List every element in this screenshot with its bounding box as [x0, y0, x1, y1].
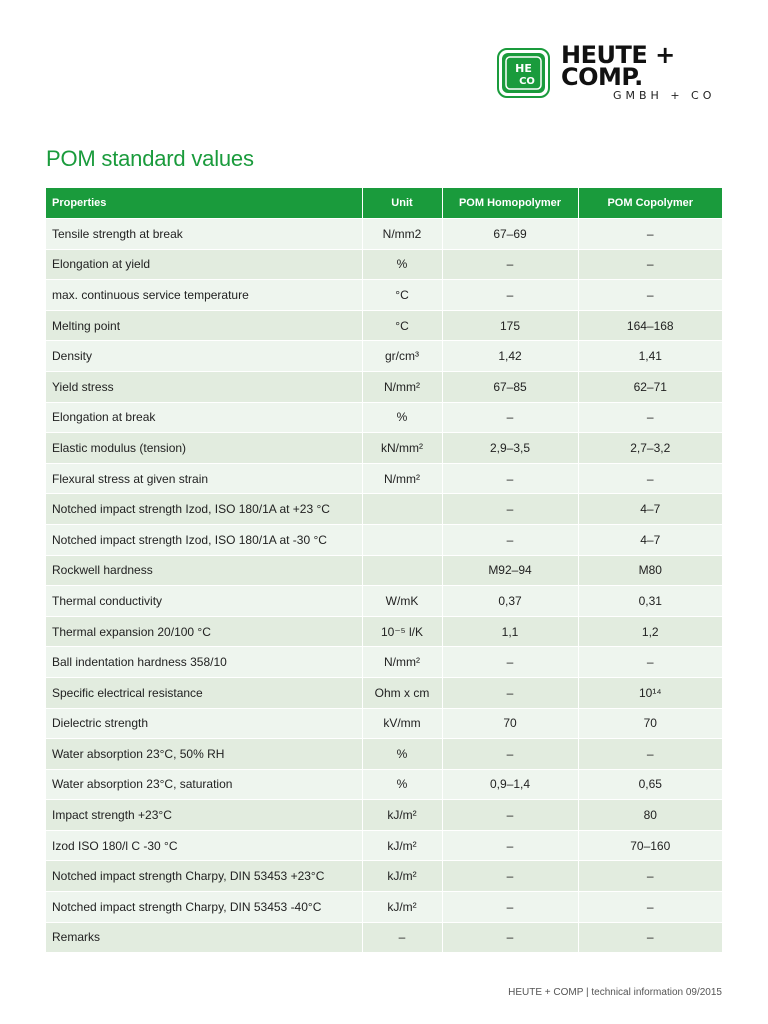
logo-text-top: HE [515, 62, 532, 75]
table-row [46, 249, 722, 280]
copolymer-cell: – [578, 402, 722, 433]
unit-cell: Ohm x cm [362, 677, 442, 708]
property-cell: Ball indentation hardness 358/10 [46, 647, 362, 678]
unit-cell: N/mm2 [362, 219, 442, 250]
unit-cell [362, 494, 442, 525]
unit-cell: °C [362, 310, 442, 341]
copolymer-cell: – [578, 922, 722, 952]
property-cell: Impact strength +23°C [46, 800, 362, 831]
copolymer-cell: M80 [578, 555, 722, 586]
header-copolymer: POM Copolymer [578, 188, 722, 219]
properties-table [46, 188, 722, 952]
copolymer-cell: 80 [578, 800, 722, 831]
homopolymer-cell: 2,9–3,5 [442, 433, 578, 464]
homopolymer-cell: 175 [442, 310, 578, 341]
table-row [46, 555, 722, 586]
table-row [46, 892, 722, 923]
copolymer-cell: – [578, 892, 722, 923]
table-row [46, 830, 722, 861]
table-row [46, 708, 722, 739]
unit-cell: °C [362, 280, 442, 311]
property-cell: Melting point [46, 310, 362, 341]
copolymer-cell: 1,2 [578, 616, 722, 647]
table-row [46, 922, 722, 952]
homopolymer-cell: M92–94 [442, 555, 578, 586]
copolymer-cell: – [578, 463, 722, 494]
company-logo [497, 48, 550, 98]
homopolymer-cell: – [442, 739, 578, 770]
property-cell: Elongation at yield [46, 249, 362, 280]
table-row [46, 769, 722, 800]
property-cell: Rockwell hardness [46, 555, 362, 586]
table-row [46, 494, 722, 525]
copolymer-cell: – [578, 249, 722, 280]
property-cell: Water absorption 23°C, saturation [46, 769, 362, 800]
wordmark-line-3: GMBH + CO [613, 89, 716, 102]
property-cell: Yield stress [46, 371, 362, 402]
copolymer-cell: 62–71 [578, 371, 722, 402]
logo-text-bottom: CO [519, 76, 535, 87]
unit-cell: 10⁻⁵ l/K [362, 616, 442, 647]
property-cell: max. continuous service temperature [46, 280, 362, 311]
unit-cell: kJ/m² [362, 861, 442, 892]
table-row [46, 219, 722, 250]
unit-cell: % [362, 769, 442, 800]
copolymer-cell: 1,41 [578, 341, 722, 372]
homopolymer-cell: 0,37 [442, 586, 578, 617]
homopolymer-cell: – [442, 677, 578, 708]
property-cell: Tensile strength at break [46, 219, 362, 250]
homopolymer-cell: – [442, 922, 578, 952]
copolymer-cell: 4–7 [578, 494, 722, 525]
property-cell: Notched impact strength Charpy, DIN 53453 +23°C [46, 861, 362, 892]
property-cell: Izod ISO 180/l C -30 °C [46, 830, 362, 861]
unit-cell: W/mK [362, 586, 442, 617]
unit-cell: kJ/m² [362, 800, 442, 831]
company-wordmark [561, 41, 731, 102]
unit-cell: kJ/m² [362, 830, 442, 861]
unit-cell [362, 524, 442, 555]
table-row [46, 341, 722, 372]
header-properties: Properties [46, 188, 362, 219]
table-row [46, 861, 722, 892]
property-cell: Notched impact strength Charpy, DIN 53453 -40°C [46, 892, 362, 923]
copolymer-cell: – [578, 280, 722, 311]
homopolymer-cell: – [442, 494, 578, 525]
unit-cell [362, 555, 442, 586]
unit-cell: % [362, 739, 442, 770]
property-cell: Specific electrical resistance [46, 677, 362, 708]
table-header-row [46, 188, 722, 219]
property-cell: Density [46, 341, 362, 372]
table-row [46, 310, 722, 341]
homopolymer-cell: – [442, 861, 578, 892]
unit-cell: kN/mm² [362, 433, 442, 464]
homopolymer-cell: 70 [442, 708, 578, 739]
copolymer-cell: – [578, 739, 722, 770]
homopolymer-cell: – [442, 463, 578, 494]
homopolymer-cell: – [442, 402, 578, 433]
unit-cell: N/mm² [362, 463, 442, 494]
unit-cell: N/mm² [362, 647, 442, 678]
table-row [46, 371, 722, 402]
property-cell: Notched impact strength Izod, ISO 180/1A at +23 °C [46, 494, 362, 525]
unit-cell: % [362, 249, 442, 280]
table-row [46, 402, 722, 433]
copolymer-cell: – [578, 219, 722, 250]
copolymer-cell: 70–160 [578, 830, 722, 861]
table-row [46, 800, 722, 831]
header-homopolymer: POM Homopolymer [442, 188, 578, 219]
homopolymer-cell: 1,1 [442, 616, 578, 647]
unit-cell: N/mm² [362, 371, 442, 402]
copolymer-cell: 10¹⁴ [578, 677, 722, 708]
copolymer-cell: 4–7 [578, 524, 722, 555]
table-row [46, 524, 722, 555]
wordmark-line-2: COMP. [561, 63, 643, 91]
logo-mark-icon [497, 48, 550, 98]
table-row [46, 647, 722, 678]
homopolymer-cell: – [442, 892, 578, 923]
copolymer-cell: 164–168 [578, 310, 722, 341]
table-row [46, 739, 722, 770]
table-row [46, 677, 722, 708]
property-cell: Elastic modulus (tension) [46, 433, 362, 464]
homopolymer-cell: 0,9–1,4 [442, 769, 578, 800]
header-unit: Unit [362, 188, 442, 219]
homopolymer-cell: – [442, 830, 578, 861]
unit-cell: – [362, 922, 442, 952]
property-cell: Elongation at break [46, 402, 362, 433]
table-row [46, 586, 722, 617]
homopolymer-cell: – [442, 524, 578, 555]
table-row [46, 616, 722, 647]
homopolymer-cell: 67–69 [442, 219, 578, 250]
homopolymer-cell: – [442, 280, 578, 311]
unit-cell: kV/mm [362, 708, 442, 739]
property-cell: Thermal expansion 20/100 °C [46, 616, 362, 647]
homopolymer-cell: – [442, 800, 578, 831]
copolymer-cell: 0,31 [578, 586, 722, 617]
unit-cell: gr/cm³ [362, 341, 442, 372]
copolymer-cell: 70 [578, 708, 722, 739]
copolymer-cell: – [578, 861, 722, 892]
wordmark-line-1: HEUTE + [561, 41, 675, 69]
copolymer-cell: – [578, 647, 722, 678]
table-row [46, 433, 722, 464]
homopolymer-cell: – [442, 249, 578, 280]
table-row [46, 280, 722, 311]
property-cell: Flexural stress at given strain [46, 463, 362, 494]
table-row [46, 463, 722, 494]
copolymer-cell: 2,7–3,2 [578, 433, 722, 464]
property-cell: Remarks [46, 922, 362, 952]
homopolymer-cell: – [442, 647, 578, 678]
page-footer: HEUTE + COMP | technical information 09/2015 [508, 987, 722, 998]
property-cell: Notched impact strength Izod, ISO 180/1A at -30 °C [46, 524, 362, 555]
homopolymer-cell: 67–85 [442, 371, 578, 402]
property-cell: Dielectric strength [46, 708, 362, 739]
unit-cell: kJ/m² [362, 892, 442, 923]
property-cell: Thermal conductivity [46, 586, 362, 617]
property-cell: Water absorption 23°C, 50% RH [46, 739, 362, 770]
unit-cell: % [362, 402, 442, 433]
page-title: POM standard values [46, 146, 254, 171]
homopolymer-cell: 1,42 [442, 341, 578, 372]
copolymer-cell: 0,65 [578, 769, 722, 800]
